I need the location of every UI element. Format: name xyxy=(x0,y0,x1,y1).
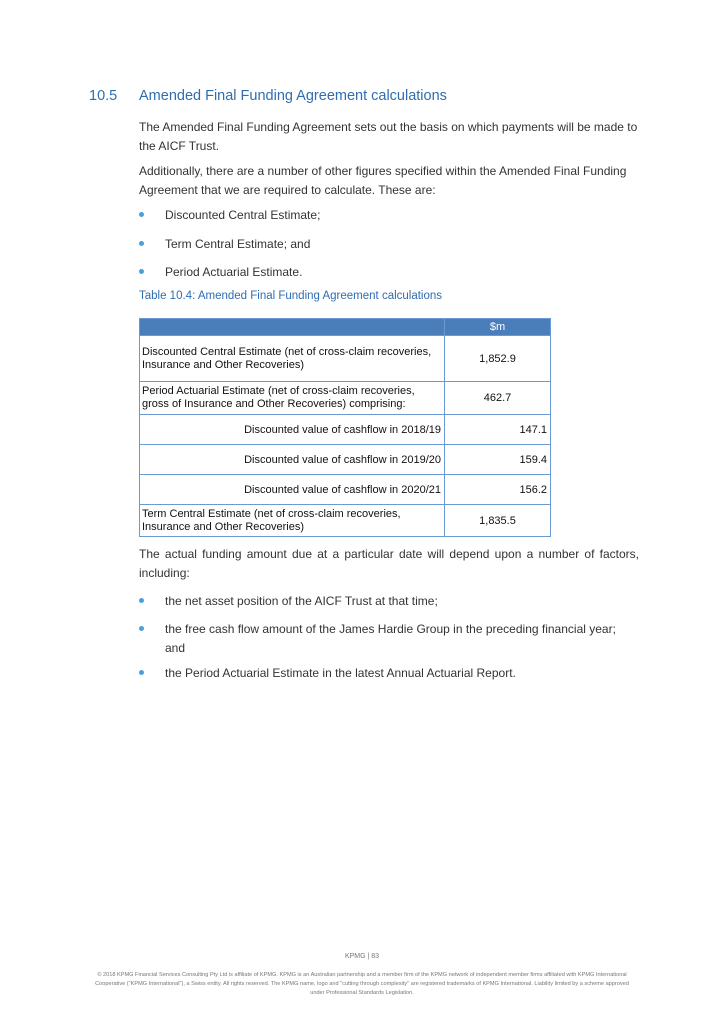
section-title: Amended Final Funding Agreement calculations xyxy=(139,88,447,104)
bullet-icon xyxy=(139,241,144,246)
table-row-value: 147.1 xyxy=(445,415,551,445)
section-number: 10.5 xyxy=(89,88,118,104)
page-number: KPMG | 83 xyxy=(344,953,380,960)
paragraph-intro: The Amended Final Funding Agreement sets out the basis on which payments will be made to the AICF Trust. xyxy=(139,120,638,153)
table-row-value: 1,852.9 xyxy=(445,336,551,382)
table-header-row xyxy=(140,319,551,336)
table-row-label: Discounted Central Estimate (net of cross-claim recoveries, Insurance and Other Recoveries) xyxy=(140,336,445,382)
list-item-text: the Period Actuarial Estimate in the latest Annual Actuarial Report. xyxy=(165,666,516,680)
paragraph-additional: Additionally, there are a number of other figures specified within the Amended Final Funding Agreement that we are required to calculate. These are: xyxy=(139,164,627,197)
table-row-value: 156.2 xyxy=(445,475,551,505)
list-item-text: the free cash flow amount of the James Hardie Group in the preceding financial year; and xyxy=(165,622,616,655)
funding-table xyxy=(139,318,551,537)
paragraph-funding: The actual funding amount due at a particular date will depend upon a number of factors, including: xyxy=(139,547,639,580)
bullet-icon xyxy=(139,269,144,274)
table-row xyxy=(140,415,551,445)
table-row-value: 462.7 xyxy=(445,382,551,415)
list-item-text: Discounted Central Estimate; xyxy=(165,208,321,222)
table-row-label: Discounted value of cashflow in 2019/20 xyxy=(140,445,445,475)
table-row-value: 159.4 xyxy=(445,445,551,475)
table-row xyxy=(140,382,551,415)
table-caption: Table 10.4: Amended Final Funding Agreement calculations xyxy=(139,290,443,302)
list-item-text: Period Actuarial Estimate. xyxy=(165,265,303,279)
table-row-label: Discounted value of cashflow in 2018/19 xyxy=(140,415,445,445)
bullet-icon xyxy=(139,212,144,217)
bullet-icon xyxy=(139,598,144,603)
table-row xyxy=(140,505,551,537)
bullet-icon xyxy=(139,626,144,631)
table-row xyxy=(140,475,551,505)
table-row-label: Discounted value of cashflow in 2020/21 xyxy=(140,475,445,505)
table-header-unit: $m xyxy=(445,319,551,336)
table-row xyxy=(140,336,551,382)
table-row-label: Period Actuarial Estimate (net of cross-claim recoveries, gross of Insurance and Other Recoveries) comprising: xyxy=(140,382,445,415)
table-row-label: Term Central Estimate (net of cross-claim recoveries, Insurance and Other Recoveries) xyxy=(140,505,445,537)
table-row-value: 1,835.5 xyxy=(445,505,551,537)
list-item-text: the net asset position of the AICF Trust at that time; xyxy=(165,594,438,608)
table-row xyxy=(140,445,551,475)
bullet-icon xyxy=(139,670,144,675)
list-item-text: Term Central Estimate; and xyxy=(165,237,311,251)
legal-disclaimer: © 2018 KPMG Financial Services Consulting Pty Ltd is affiliate of KPMG. KPMG is an Australian partnership and a member firm of the KPMG network of independent member firms affiliated with KPMG International Cooperative ("KPMG International"), a Swiss entity. All rights reserved. The KPMG name, logo and "cutting through complexity" are registered trademarks of KPMG International. Liability limited by a scheme approved under Professional Standards Legislation. xyxy=(95,972,629,996)
table-header-blank xyxy=(140,319,445,336)
